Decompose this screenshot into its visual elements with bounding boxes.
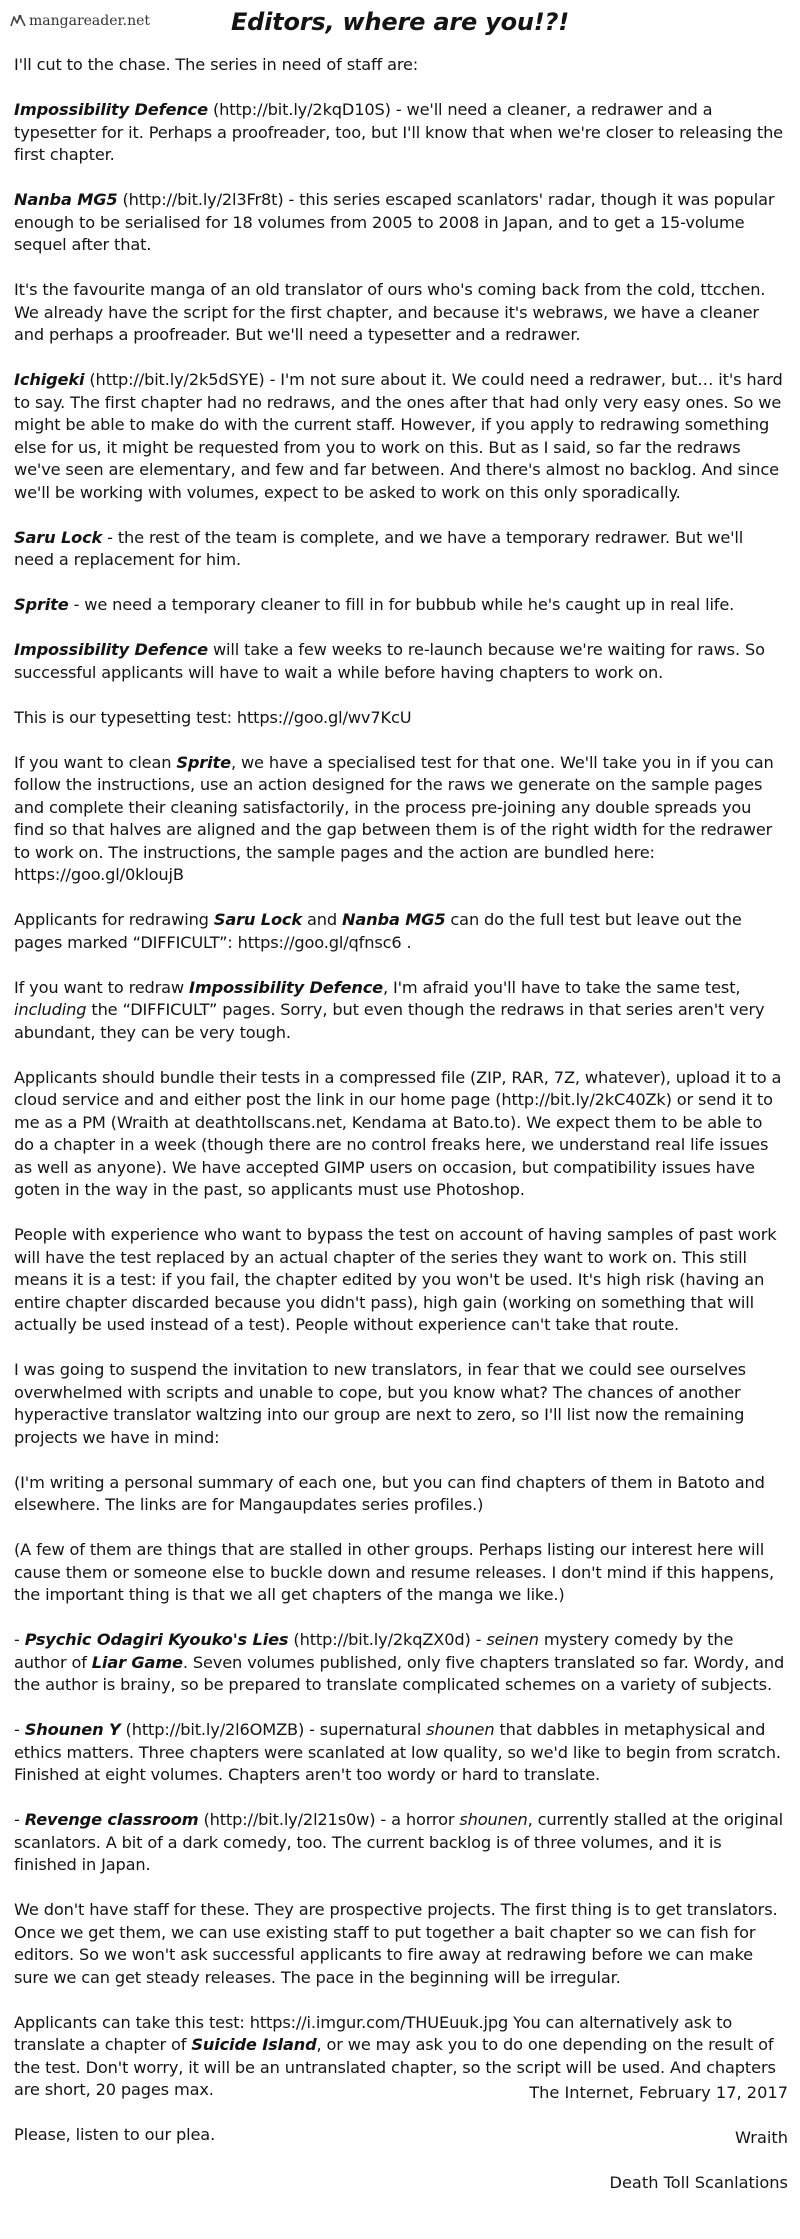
- paragraph-submission: Applicants should bundle their tests in a compressed file (ZIP, RAR, 7Z, whatever), upload it to a cloud service and and either post the link in our home page (http://bit.ly/2kC40Zk) or send it to me as a PM (Wraith at deathtollscans.net, Kendama at Bato.to). We expect them to be able to do a chapter in a week (though there are no control freaks here, we understand real life issues as well as anyone). We have accepted GIMP users on occasion, but compatibility issues have goten in the way in the past, so applicants must use Photoshop.: [14, 1067, 782, 1199]
- series-title: Sprite: [14, 595, 69, 614]
- series-title: Impossibility Defence: [189, 977, 383, 997]
- paragraph-revenge-classroom: - Revenge classroom (http://bit.ly/2l21s0w) - a horror shounen, currently stalled at the original scanlators. A bit of a dark comedy, too. The current backlog is of three volumes, and it is finished in Japan.: [14, 1810, 784, 1874]
- series-title: Psychic Odagiri Kyouko's Lies: [24, 1630, 289, 1649]
- series-title: Suicide Island: [191, 2035, 317, 2054]
- series-title: Sprite: [176, 752, 231, 772]
- series-title: Saru Lock: [213, 910, 302, 929]
- paragraph-odagiri: - Psychic Odagiri Kyouko's Lies (http://bit.ly/2kqZX0d) - seinen mystery comedy by the author of Liar Game. Seven volumes published, only five chapters translated so far. Wordy, and the author is brainy, so be prepared to translate complicated schemes on a variety of subjects.: [14, 1630, 785, 1694]
- series-title: Liar Game: [91, 1652, 183, 1672]
- paragraph-cleaning-test: If you want to clean Sprite, we have a specialised test for that one. We'll take you in if you can follow the instructions, use an action designed for the raws we generate on the sample pages and complete their cleaning satisfactorily, in the process pre-joining any double spreads you find so that halves are aligned and the gap between them is of the right width for the redrawer to work on. The instructions, the sample pages and the action are bundled here: https://goo.gl/0kloujB: [14, 752, 774, 884]
- signoff: [529, 2082, 788, 2195]
- paragraph-sprite: Sprite - we need a temporary cleaner to fill in for bubbub while he's caught up in real life.: [14, 595, 735, 614]
- paragraph-prospective: We don't have staff for these. They are prospective projects. The first thing is to get translators. Once we get them, we can use existing staff to put together a bait chapter so we can fish for editors. So we won't ask successful applicants to fire away at redrawing before we can make sure we can get steady releases. The pace in the beginning will be irregular.: [14, 1900, 778, 1987]
- paragraph-favourite-manga: It's the favourite manga of an old translator of ours who's coming back from the cold, ttcchen. We already have the script for the first chapter, and because it's webraws, we have a cleaner and perhaps a proofreader. But we'll need a typesetter and a redrawer.: [14, 280, 766, 344]
- paragraph-typesetting-test: This is our typesetting test: https://goo.gl/wv7KcU: [14, 707, 412, 727]
- paragraph-relaunch: Impossibility Defence will take a few weeks to re-launch because we're waiting for raws. So successful applicants will have to wait a while before having chapters to work on.: [14, 640, 765, 682]
- series-title: Shounen Y: [24, 1720, 121, 1739]
- paragraph-experience: People with experience who want to bypass the test on account of having samples of past work will have the test replaced by an actual chapter of the series they want to work on. This still means it is a test: if you fail, the chapter edited by you won't be used. It's high risk (having an entire chapter discarded because you didn't pass), high gain (working on something that will actually be used instead of a test). People without experience can't take that route.: [14, 1225, 777, 1334]
- series-title: Impossibility Defence: [14, 100, 208, 119]
- series-title: Revenge classroom: [24, 1810, 199, 1829]
- series-title: Nanba MG5: [14, 190, 118, 209]
- paragraph-summary-note: (I'm writing a personal summary of each one, but you can find chapters of them in Batoto and elsewhere. The links are for Mangaupdates series profiles.): [14, 1472, 765, 1514]
- paragraph-ichigeki: Ichigeki (http://bit.ly/2k5dSYE) - I'm not sure about it. We could need a redrawer, but… it's hard to say. The first chapter had no redraws, and the ones after that had only very easy ones. So we might be able to make do with the current staff. However, if you apply to redrawing something else for us, it might be requested from you to work on this. But as I said, so far the redraws we've seen are elementary, and few and far between. And there's almost no backlog. And since we'll be working with volumes, expect to be asked to work on this only sporadically.: [14, 370, 783, 502]
- signoff-group: Death Toll Scanlations: [609, 2173, 788, 2192]
- series-title: Ichigeki: [14, 370, 85, 389]
- paragraph-shounen-y: - Shounen Y (http://bit.ly/2l6OMZB) - supernatural shounen that dabbles in metaphysical and ethics matters. Three chapters were scanlated at low quality, so we'd like to begin from scratch. Finished at eight volumes. Chapters aren't too wordy or hard to translate.: [14, 1720, 781, 1784]
- paragraph-redrawing-test: Applicants for redrawing Saru Lock and Nanba MG5 can do the full test but leave out the pages marked “DIFFICULT”: https://goo.gl/qfnsc6 .: [14, 910, 742, 952]
- paragraph-stalled-note: (A few of them are things that are stalled in other groups. Perhaps listing our interest here will cause them or someone else to buckle down and resume releases. I don't mind if this happens, the important thing is that we all get chapters of the manga we like.): [14, 1540, 774, 1604]
- paragraph-translators: I was going to suspend the invitation to new translators, in fear that we could see ourselves overwhelmed with scripts and unable to cope, but you know what? The chances of another hyperactive translator waltzing into our group are next to zero, so I'll list now the remaining projects we have in mind:: [14, 1360, 746, 1447]
- paragraph-nanba-mg5: Nanba MG5 (http://bit.ly/2l3Fr8t) - this series escaped scanlators' radar, though it was popular enough to be serialised for 18 volumes from 2005 to 2008 in Japan, and to get a 15-volume sequel after that.: [14, 190, 775, 254]
- signoff-author: Wraith: [735, 2128, 788, 2147]
- article-body: [14, 54, 786, 2169]
- paragraph-intro: I'll cut to the chase. The series in need of staff are:: [14, 55, 419, 74]
- series-title: Impossibility Defence: [14, 640, 208, 659]
- paragraph-impossibility-defence: Impossibility Defence (http://bit.ly/2kqD10S) - we'll need a cleaner, a redrawer and a typesetter for it. Perhaps a proofreader, too, but I'll know that when we're closer to releasing the first chapter.: [14, 100, 783, 164]
- watermark-text: mangareader.net: [29, 13, 151, 29]
- series-title: Nanba MG5: [341, 910, 446, 929]
- paragraph-saru-lock: Saru Lock - the rest of the team is complete, and we have a temporary redrawer. But we'll need a replacement for him.: [14, 527, 744, 569]
- paragraph-redraw-difficult: If you want to redraw Impossibility Defence, I'm afraid you'll have to take the same test, including the “DIFFICULT” pages. Sorry, but even though the redraws in that series aren't very abundant, they can be very tough.: [14, 977, 765, 1042]
- paragraph-translation-test: Applicants can take this test: https://i.imgur.com/THUEuuk.jpg You can alternatively ask to translate a chapter of Suicide Island, or we may ask you to do one depending on the result of the test. Don't worry, it will be an untranslated chapter, so the script will be used. And chapters are short, 20 pages max.: [14, 2012, 776, 2099]
- series-title: Saru Lock: [14, 527, 103, 547]
- signoff-place-date: The Internet, February 17, 2017: [529, 2083, 788, 2102]
- headline: Editors, where are you!?!: [230, 8, 570, 36]
- paragraph-plea: Please, listen to our plea.: [14, 2125, 216, 2144]
